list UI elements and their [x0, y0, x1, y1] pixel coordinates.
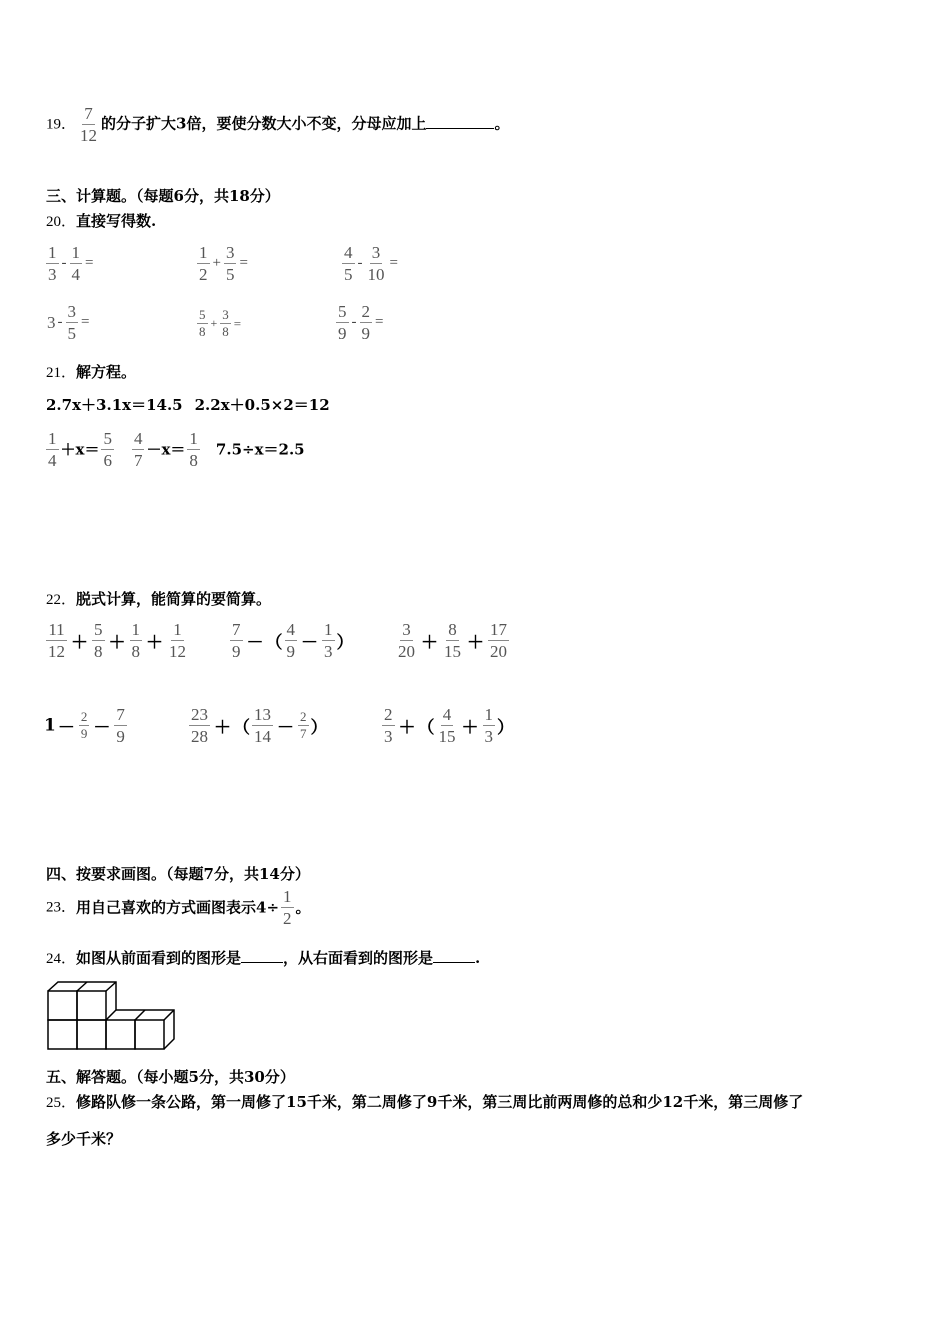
cube-top-edge	[106, 982, 116, 991]
cube-bottom-edge	[164, 1010, 174, 1020]
section-4-header: 四、按要求画图。（每题7分，共14分）	[46, 865, 310, 883]
cube-top-1	[48, 991, 77, 1020]
question-19: 19． $\frac{7}{12}$ 的分子扩大3倍，要使分数大小不变，分母应加上 。	[46, 104, 510, 145]
q20-item-5: $\frac{5}{8}$ + $\frac{3}{8}$ =	[199, 307, 242, 339]
q20-item-6: $\frac{5}{9}$ - $\frac{2}{9}$ =	[338, 302, 384, 343]
q22-expr-1: $\frac{11}{12}$ ＋ $\frac{5}{8}$ ＋ $\frac{1}{8}$ ＋ $\frac{1}{12}$	[48, 620, 186, 661]
q20-item-1: $\frac{1}{3}$ - $\frac{1}{4}$ =	[48, 243, 94, 284]
question-25: 25．修路队修一条公路，第一周修了15千米，第二周修了9千米，第三周比前两周修的总和少12千米，第三周修了	[46, 1093, 804, 1111]
question-25-line-2: 多少千米？	[46, 1130, 122, 1148]
cube-bottom-4	[135, 1020, 164, 1049]
cube-stack-figure	[44, 980, 178, 1054]
cube-bottom-3	[106, 1020, 135, 1049]
question-20: 20．直接写得数.	[46, 212, 157, 230]
question-text: 的分子扩大3倍，要使分数大小不变，分母应加上	[101, 114, 427, 133]
answer-blank-front[interactable]	[241, 948, 283, 963]
q22-expr-6: $\frac{2}{3}$ ＋ （ $\frac{4}{15}$ ＋ $\frac{1}{3}$ ）	[384, 705, 514, 746]
q21-equations-row-2: $\frac{1}{4}$ ＋x＝ $\frac{5}{6}$ $\frac{4}{7}$ －x＝ $\frac{1}{8}$ 7.5÷x＝2.5	[48, 429, 305, 470]
answer-blank[interactable]	[426, 114, 494, 129]
cube-bottom-depth	[116, 1010, 174, 1049]
section-5-header: 五、解答题。（每小题5分，共30分）	[46, 1068, 295, 1086]
q21-equations-row-1	[46, 395, 330, 415]
question-21: 21．解方程。	[46, 363, 137, 381]
q20-item-4: 3 - $\frac{3}{5}$ =	[47, 302, 90, 343]
question-number: 19．	[46, 116, 77, 133]
answer-blank-right[interactable]	[433, 948, 475, 963]
question-24: 24．如图从前面看到的图形是 ，从右面看到的图形是 .	[46, 949, 481, 967]
q22-expr-4: 1 － $\frac{2}{9}$ － $\frac{7}{9}$	[44, 705, 125, 746]
cubes	[48, 982, 174, 1049]
cube-bottom-edge	[135, 1010, 145, 1020]
q20-item-2: $\frac{1}{2}$ + $\frac{3}{5}$ =	[199, 243, 248, 284]
cube-top-edge	[77, 982, 87, 991]
q20-item-3: $\frac{4}{5}$ - $\frac{3}{10}$ =	[344, 243, 398, 284]
question-23: 23．用自己喜欢的方式画图表示4÷ $\frac{1}{2}$ 。	[46, 887, 311, 928]
q22-expr-5: $\frac{23}{28}$ ＋ （ $\frac{13}{14}$ － $\frac{2}{7}$ ）	[191, 705, 328, 746]
cube-bottom-2	[77, 1020, 106, 1049]
fraction-7-12: $\frac{7}{12}$	[80, 104, 98, 145]
q22-expr-3: $\frac{3}{20}$ ＋ $\frac{8}{15}$ ＋ $\frac{17}{20}$	[398, 620, 507, 661]
cube-bottom-1	[48, 1020, 77, 1049]
q22-expr-2: $\frac{7}{9}$ － （ $\frac{4}{9}$ － $\frac{1}{3}$ ）	[232, 620, 354, 661]
cube-top-2	[77, 991, 106, 1020]
section-3-header: 三、计算题。（每题6分，共18分）	[46, 187, 280, 205]
question-22: 22．脱式计算，能简算的要简算。	[46, 590, 272, 608]
equation: 2.2x＋0.5×2＝12	[194, 396, 330, 414]
equation: 2.7x＋3.1x＝14.5	[46, 396, 183, 414]
